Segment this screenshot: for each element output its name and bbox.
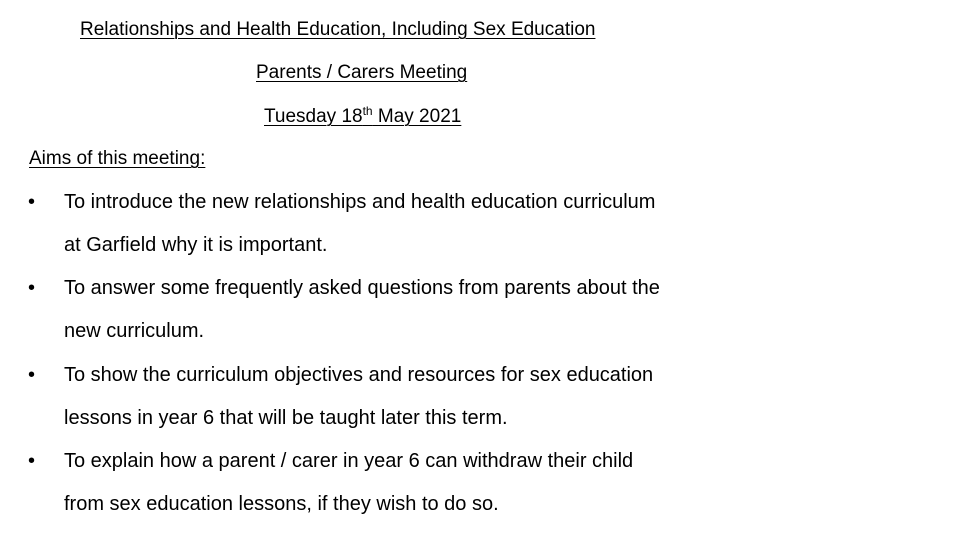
page-title: Relationships and Health Education, Including Sex Education (80, 19, 596, 40)
aims-item-text (64, 451, 633, 514)
bullet-icon: • (28, 277, 36, 299)
aims-heading: Aims of this meeting: (29, 148, 206, 169)
aims-item-text (64, 278, 660, 341)
meeting-date-suffix: May 2021 (372, 106, 462, 127)
meeting-subtitle: Parents / Carers Meeting (256, 62, 468, 83)
meeting-date-prefix: Tuesday 18 (264, 106, 363, 127)
aims-item-line: new curriculum. (64, 320, 205, 342)
aims-item-line: To show the curriculum objectives and resources for sex education (64, 364, 654, 386)
bullet-icon: • (28, 364, 36, 386)
aims-item-text (64, 365, 653, 428)
aims-item-line: from sex education lessons, if they wish to do so. (64, 493, 499, 515)
aims-item-line: at Garfield why it is important. (64, 234, 328, 256)
aims-item-line: To explain how a parent / carer in year 6 can withdraw their child (64, 450, 634, 472)
aims-item-line: To introduce the new relationships and health education curriculum (64, 191, 656, 213)
aims-item-line: lessons in year 6 that will be taught later this term. (64, 407, 508, 429)
bullet-icon: • (28, 191, 36, 213)
bullet-icon: • (28, 450, 36, 472)
meeting-date-superscript: th (362, 104, 373, 118)
aims-item-text (64, 192, 655, 255)
meeting-date (264, 104, 462, 127)
aims-item-line: To answer some frequently asked questions from parents about the (64, 277, 660, 299)
